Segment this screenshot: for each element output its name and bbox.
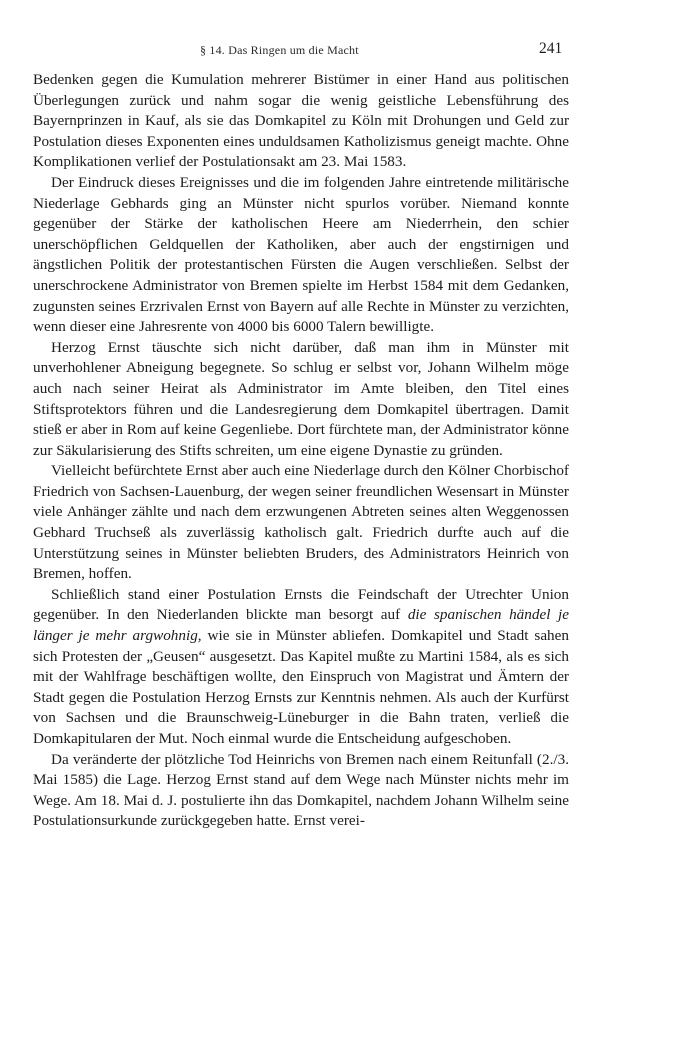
paragraph-6: Da veränderte der plötzliche Tod Heinrichs von Bremen nach einem Reitunfall (2./3. Mai 1585) die Lage. Herzog Ernst stand auf dem Wege nach Münster nichts mehr im Wege. Am 18. Mai d. J. postulierte ihn das Domkapitel, nachdem Johann Wilhelm seine Postulationsurkunde zurückgegeben hatte. Ernst verei-	[33, 750, 569, 830]
paragraph-1: Bedenken gegen die Kumulation mehrerer Bistümer in einer Hand aus politischen Überlegungen zurück und nahm sogar die wenig geistliche Lebensführung des Bayernprinzen in Kauf, als sie das Domkapitel zu Köln mit Drohungen und Geld zur Postulation dieses Exponenten eines unduldsamen Katholizismus geneigt machte. Ohne Komplikationen verlief der Postulationsakt am 23. Mai 1583.	[33, 71, 569, 171]
paragraph-5-italic-quote: die spanischen händel je länger je mehr argwohnig,	[33, 606, 569, 645]
running-title: § 14. Das Ringen um die Macht	[200, 43, 359, 57]
body-text	[33, 70, 569, 832]
paragraph-3: Herzog Ernst täuschte sich nicht darüber, daß man ihm in Münster mit unverhohlener Abneigung begegnete. So schlug er selbst vor, Johann Wilhelm möge auch nach seiner Heirat als Administrator im Amte bleiben, den Titel eines Stiftsprotektors führen und die Landesregierung dem Domkapitel übertragen. Damit stieß er aber in Rom auf keine Gegenliebe. Dort fürchtete man, der Administrator könne zur Säkularisierung des Stifts schreiten, um eine eigene Dynastie zu gründen.	[33, 338, 569, 459]
paragraph-5-text-before: Schließlich stand einer Postulation Ernsts die Feindschaft der Utrechter Union gegenüber. In den Niederlanden blickte man besorgt auf	[33, 585, 569, 624]
paragraph-2: Der Eindruck dieses Ereignisses und die im folgenden Jahre eintretende militärische Niederlage Gebhards ging an Münster nicht spurlos vorüber. Niemand konnte gegenüber der Stärke der katholischen Heere am Niederrhein, den schier unerschöpflichen Geldquellen der Katholiken, aber auch der engstirnigen und ängstlichen Politik der protestantischen Fürsten die Augen verschließen. Selbst der unerschrockene Administrator von Bremen spielte im Herbst 1584 mit dem Gedanken, zugunsten seines Erzrivalen Ernst von Bayern auf alle Rechte in Münster zu verzichten, wenn dieser eine Jahresrente von 4000 bis 6000 Talern bewilligte.	[33, 173, 569, 336]
paragraph-5	[33, 585, 569, 750]
paragraph-4: Vielleicht befürchtete Ernst aber auch eine Niederlage durch den Kölner Chorbischof Friedrich von Sachsen-Lauenburg, der wegen seiner freundlichen Wesensart in Münster viele Anhänger zählte und nach dem erzwungenen Abtreten seines alten Weggenossen Gebhard Truchseß als zuverlässig katholisch galt. Friedrich durfte auch auf die Unterstützung seines in Münster beliebten Bruders, des Administrators Heinrich von Bremen, hoffen.	[33, 462, 569, 583]
page-number: 241	[539, 40, 563, 57]
running-head	[0, 40, 700, 62]
paragraph-5-text-after: wie sie in Münster abliefen. Domkapitel und Stadt sahen sich Protesten der „Geusen“ ausgesetzt. Das Kapitel mußte zu Martini 1584, als es sich mit der Wahlfrage beschäftigen wollte, den Einspruch von Magistrat und Ämtern der Stadt gegen die Postulation Herzog Ernsts zur Kenntnis nehmen. Als auch der Kurfürst von Sachsen und die Braunschweig-Lüneburger in die Bahn traten, verließ die Domkapitularen der Mut. Noch einmal wurde die Entscheidung aufgeschoben.	[33, 627, 569, 747]
